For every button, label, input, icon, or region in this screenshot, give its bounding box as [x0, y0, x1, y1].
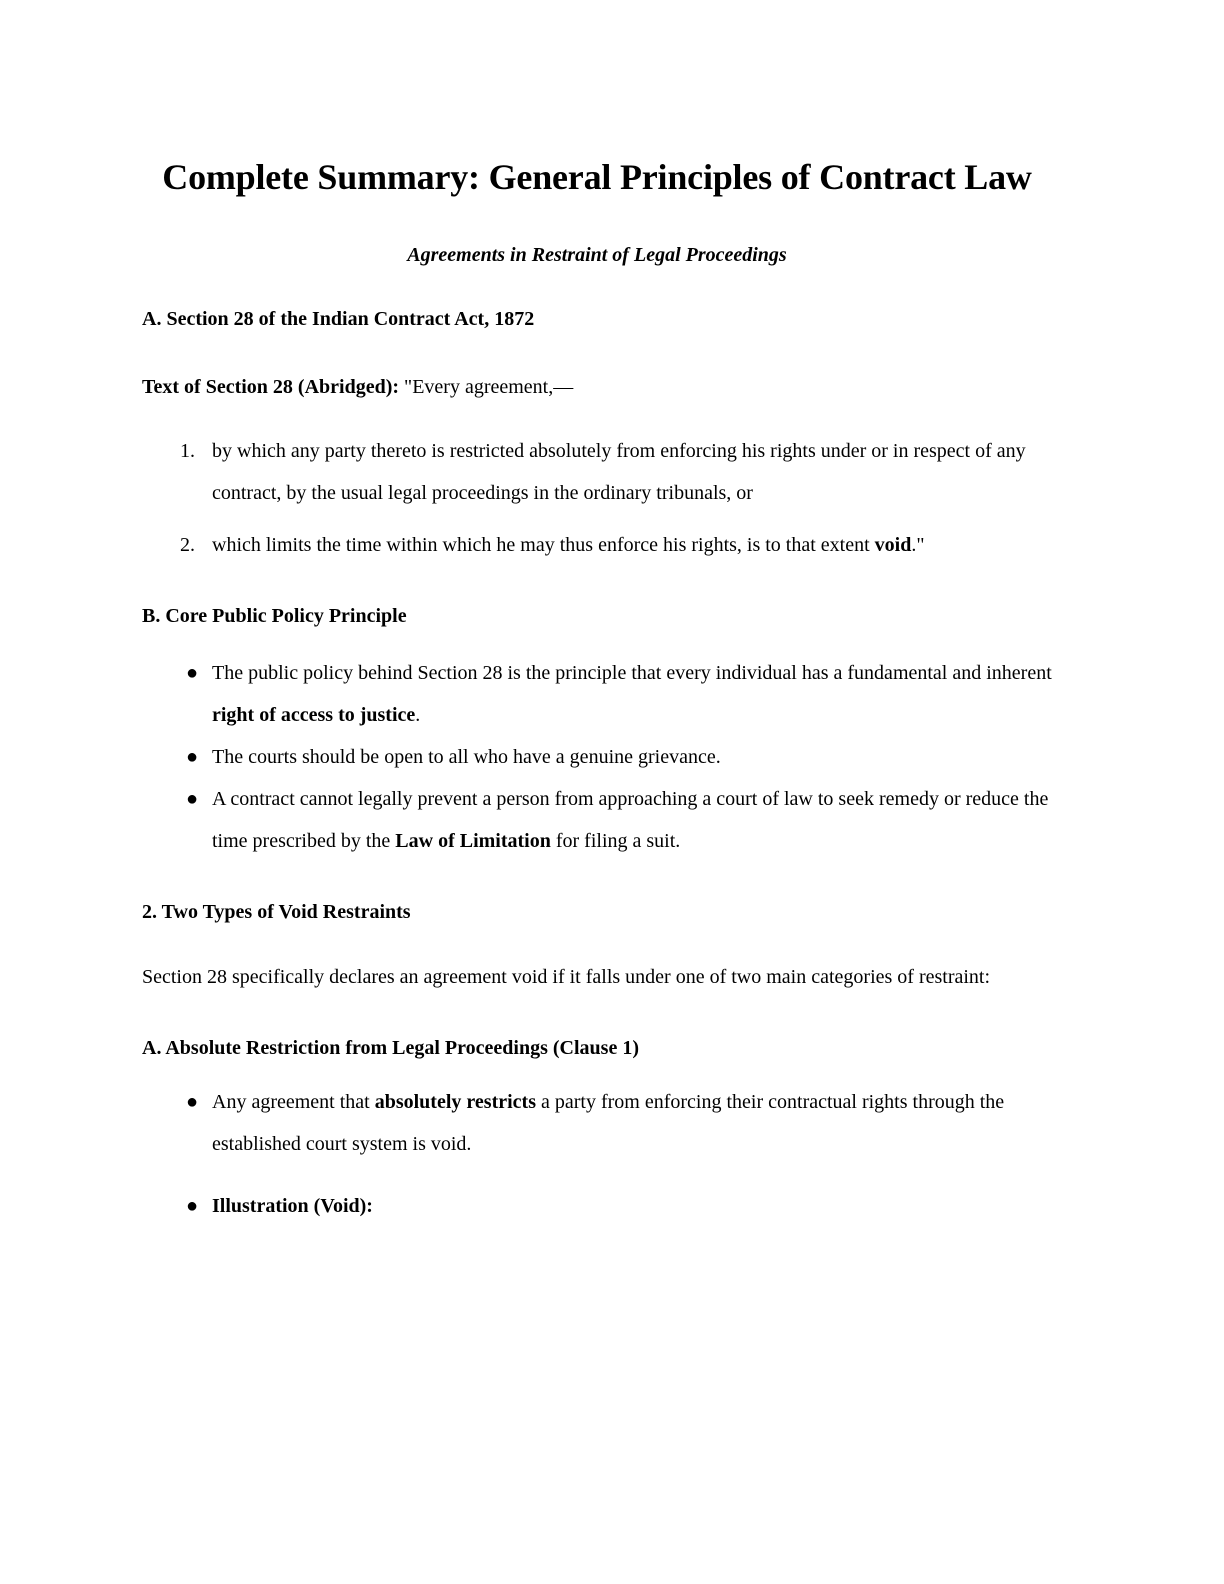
list-item	[142, 736, 1052, 778]
list-item	[142, 524, 1052, 566]
restraint-bullet-1-emphasis: absolutely restricts	[374, 1090, 536, 1113]
page-title: Complete Summary: General Principles of Contract Law	[162, 157, 1032, 197]
clause-1-text: by which any party thereto is restricted absolutely from enforcing his rights under or in respect of any contract, by the usual legal proceedings in the ordinary tribunals, or	[212, 439, 1026, 504]
section-28-clause-list	[142, 408, 1052, 566]
heading-section-a: A. Section 28 of the Indian Contract Act, 1872	[142, 308, 535, 331]
list-marker: 1.	[180, 439, 195, 462]
list-marker: 2.	[180, 533, 195, 556]
policy-bullet-2-text: The courts should be open to all who have a genuine grievance.	[212, 745, 721, 768]
policy-bullet-1-post: .	[415, 703, 421, 726]
heading-section-2: 2. Two Types of Void Restraints	[142, 900, 411, 923]
illustration-void-label: Illustration (Void):	[212, 1194, 373, 1217]
list-item	[142, 778, 1052, 862]
heading-section-2a: A. Absolute Restriction from Legal Proceedings (Clause 1)	[142, 1037, 639, 1060]
policy-bullet-1-pre: The public policy behind Section 28 is the principle that every individual has a fundamental and inherent	[212, 661, 1052, 684]
section-28-quote-open: "Every agreement,—	[399, 375, 574, 398]
restraint-bullet-1-pre: Any agreement that	[212, 1090, 375, 1113]
list-item	[142, 1081, 1052, 1165]
policy-bullet-3-emphasis: Law of Limitation	[395, 829, 551, 852]
bullet-icon: ●	[186, 1090, 199, 1113]
section-2-paragraph: Section 28 specifically declares an agreement void if it falls under one of two main categories of restraint:	[142, 966, 991, 989]
clause-2-text-pre: which limits the time within which he may thus enforce his rights, is to that extent	[212, 533, 875, 556]
list-item	[142, 1185, 1052, 1227]
absolute-restriction-bullet-list	[142, 1063, 1052, 1227]
document-content	[142, 0, 1052, 1227]
heading-section-b: B. Core Public Policy Principle	[142, 604, 407, 627]
clause-2-text-post: ."	[911, 533, 925, 556]
list-item	[142, 652, 1052, 736]
public-policy-bullet-list	[142, 630, 1052, 862]
bullet-icon: ●	[186, 745, 199, 768]
section-28-text-lead	[142, 334, 1052, 408]
bullet-icon: ●	[186, 787, 199, 810]
bullet-icon: ●	[186, 661, 199, 684]
policy-bullet-3-pre: A contract cannot legally prevent a person from approaching a court of law to seek remedy or reduce the time prescribed by the	[212, 787, 1049, 852]
policy-bullet-1-emphasis: right of access to justice	[212, 703, 416, 726]
list-item	[142, 430, 1052, 514]
document-subtitle: Agreements in Restraint of Legal Proceedings	[407, 244, 787, 267]
policy-bullet-3-post: for filing a suit.	[550, 829, 681, 852]
clause-2-void-emphasis: void	[874, 533, 912, 556]
bullet-icon: ●	[186, 1194, 199, 1217]
section-28-label: Text of Section 28 (Abridged):	[142, 375, 400, 398]
restraint-bullet-1-post: a party from enforcing their contractual rights through the established court system is void.	[212, 1090, 1005, 1155]
